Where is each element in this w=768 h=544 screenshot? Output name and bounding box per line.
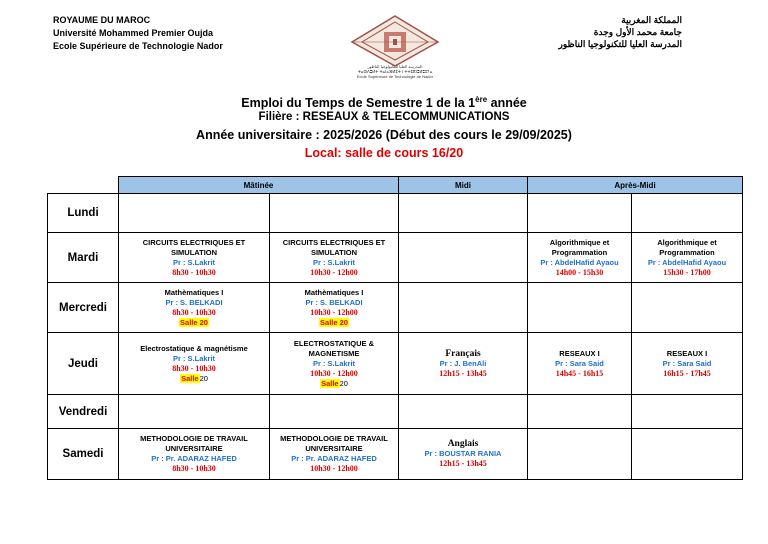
- band-midi: Midi: [399, 177, 528, 194]
- title-line-3: Année universitaire : 2025/2026 (Début des cours le 29/09/2025): [196, 128, 572, 142]
- slot-samedi-1: [119, 429, 270, 480]
- slot-time: 8h30 - 10h30: [172, 267, 216, 277]
- header-left: [53, 14, 223, 53]
- slot-time: 10h30 - 12h00: [310, 368, 358, 378]
- slot-mercredi-1: [119, 283, 270, 333]
- slot-prof: Pr : S.Lakrit: [312, 358, 356, 368]
- title-line-2: [0, 111, 768, 123]
- day-samedi: Samedi: [48, 429, 119, 480]
- slot-empty: [632, 429, 743, 480]
- title-prefix: Emploi du Temps de Semestre 1 de la 1: [241, 96, 476, 111]
- slot-empty: [119, 194, 270, 233]
- slot-subject: Algorithmique et Programmation: [549, 237, 610, 257]
- slot-prof: Pr : Pr. ADARAZ HAFED: [151, 454, 237, 463]
- slot-samedi-3: [399, 429, 528, 480]
- slot-time: 14h45 - 16h15: [555, 368, 604, 378]
- slot-prof: Pr : BOUSTAR RANIA: [424, 449, 502, 458]
- slot-subject: Electrostatique & magnétisme: [140, 343, 248, 353]
- filiere-label: Filière :: [258, 111, 303, 123]
- logo-caption-line: ⵜⴰⵙⴷⵓⵍⵜ ⵜⴰⵏⴰⴼⵍⵉⵜ ⵏ ⵜⵜⵉⴽⵏⵓⵍⵓⵊⵢⴰ: [357, 69, 433, 74]
- schedule-table: [47, 176, 743, 480]
- slot-time: 10h30 - 12h00: [310, 307, 358, 317]
- slot-time: 15h30 - 17h00: [663, 267, 711, 277]
- slot-prof: Pr : Sara Said: [662, 358, 712, 368]
- header-right: [559, 14, 682, 50]
- header-right-line: المدرسة العليا للتكنولوجيا الناظور: [558, 39, 682, 49]
- row-jeudi: [48, 333, 743, 395]
- band-matinee: Mâtinée: [119, 177, 399, 194]
- slot-subject: CIRCUITS ELECTRIQUES ET SIMULATION: [142, 237, 246, 257]
- slot-time: 12h15 - 13h45: [439, 368, 487, 378]
- slot-salle: Salle 20: [180, 317, 208, 327]
- slot-prof: Pr : AbdelHafid Ayaou: [647, 257, 727, 267]
- slot-time: 10h30 - 12h00: [310, 267, 358, 277]
- slot-prof: Pr : J. BenAli: [439, 358, 487, 368]
- slot-samedi-2: [270, 429, 399, 480]
- slot-time: 16h15 - 17h45: [663, 368, 711, 378]
- header-left-line: ROYAUME DU MAROC: [53, 15, 151, 25]
- slot-jeudi-1: [119, 333, 270, 395]
- slot-subject: RESEAUX I: [666, 348, 708, 358]
- slot-mardi-2: [270, 233, 399, 283]
- band-empty: [48, 177, 119, 194]
- slot-subject: Mathèmatiques I: [164, 287, 224, 297]
- slot-subject: Français: [445, 348, 481, 359]
- slot-empty: [632, 283, 743, 333]
- band-row: [48, 177, 743, 194]
- slot-subject: ELECTROSTATIQUE & MAGNETISME: [293, 338, 375, 358]
- slot-subject: Anglais: [447, 439, 479, 449]
- header-right-line: المملكة المغربية: [621, 15, 682, 25]
- slot-time: 10h30 - 12h00: [310, 464, 358, 473]
- slot-prof: Pr : S.Lakrit: [312, 257, 356, 267]
- slot-empty: [632, 194, 743, 233]
- title-sup: ère: [475, 95, 488, 104]
- band-apres-midi: Après-Midi: [528, 177, 743, 194]
- logo-caption: [335, 64, 455, 79]
- slot-prof: Pr : AbdelHafid Ayaou: [540, 257, 619, 267]
- slot-empty: [528, 283, 632, 333]
- slot-prof: Pr : Pr. ADARAZ HAFED: [291, 454, 377, 463]
- slot-prof: Pr : S. BELKADI: [165, 297, 223, 307]
- row-lundi: [48, 194, 743, 233]
- slot-time: 12h15 - 13h45: [439, 459, 487, 468]
- slot-salle: Salle: [321, 378, 339, 388]
- day-jeudi: Jeudi: [48, 333, 119, 395]
- row-mardi: [48, 233, 743, 283]
- slot-salle: Salle: [181, 373, 199, 383]
- day-mardi: Mardi: [48, 233, 119, 283]
- day-mercredi: Mercredi: [48, 283, 119, 333]
- slot-salle: Salle 20: [320, 317, 348, 327]
- row-vendredi: [48, 395, 743, 429]
- header-left-line: Université Mohammed Premier Oujda: [53, 28, 214, 38]
- slot-prof: Pr : S. BELKADI: [305, 297, 363, 307]
- title-line-4: Local: salle de cours 16/20: [304, 146, 464, 160]
- slot-subject: METHODOLOGIE DE TRAVAIL UNIVERSITAIRE: [280, 434, 388, 453]
- day-vendredi: Vendredi: [48, 395, 119, 429]
- slot-time: 14h00 - 15h30: [555, 267, 604, 277]
- slot-salle-number: 20: [339, 378, 348, 388]
- logo-caption-line: المدرسة العليا للتكنولوجيا الناظور: [367, 64, 423, 69]
- slot-mercredi-2: [270, 283, 399, 333]
- row-mercredi: [48, 283, 743, 333]
- slot-time: 8h30 - 10h30: [172, 363, 216, 373]
- slot-mardi-1: [119, 233, 270, 283]
- slot-jeudi-4: [528, 333, 632, 395]
- slot-empty: [528, 395, 632, 429]
- slot-mardi-4: [528, 233, 632, 283]
- slot-time: 8h30 - 10h30: [172, 464, 216, 473]
- header-left-line: Ecole Supérieure de Technologie Nador: [53, 41, 223, 51]
- slot-prof: Pr : S.Lakrit: [172, 353, 216, 363]
- slot-empty: [270, 395, 399, 429]
- slot-empty: [399, 233, 528, 283]
- slot-empty: [119, 395, 270, 429]
- title-suffix: année: [487, 96, 527, 111]
- row-samedi: [48, 429, 743, 480]
- header-right-line: جامعة محمد الأول وجدة: [593, 27, 682, 37]
- slot-time: 8h30 - 10h30: [172, 307, 216, 317]
- title-line-1: [0, 95, 768, 110]
- slot-empty: [399, 283, 528, 333]
- slot-empty: [399, 194, 528, 233]
- logo-caption-line: Ecole Supérieure de Technologie de Nador: [356, 74, 434, 79]
- slot-jeudi-2: [270, 333, 399, 395]
- slot-subject: Algorithmique et Programmation: [657, 237, 717, 257]
- slot-prof: Pr : Sara Said: [555, 358, 604, 368]
- slot-subject: METHODOLOGIE DE TRAVAIL UNIVERSITAIRE: [140, 434, 248, 453]
- slot-empty: [528, 194, 632, 233]
- slot-salle-number: 20: [199, 373, 208, 383]
- slot-empty: [399, 395, 528, 429]
- day-lundi: Lundi: [48, 194, 119, 233]
- slot-subject: RESEAUX I: [559, 348, 600, 358]
- slot-empty: [528, 429, 632, 480]
- slot-jeudi-3: [399, 333, 528, 395]
- slot-empty: [632, 395, 743, 429]
- slot-jeudi-5: [632, 333, 743, 395]
- slot-subject: Mathèmatiques I: [304, 287, 364, 297]
- slot-mardi-5: [632, 233, 743, 283]
- filiere-value: RESEAUX & TELECOMMUNICATIONS: [302, 111, 510, 123]
- slot-subject: CIRCUITS ELECTRIQUES ET SIMULATION: [282, 237, 386, 257]
- slot-empty: [270, 194, 399, 233]
- slot-prof: Pr : S.Lakrit: [172, 257, 216, 267]
